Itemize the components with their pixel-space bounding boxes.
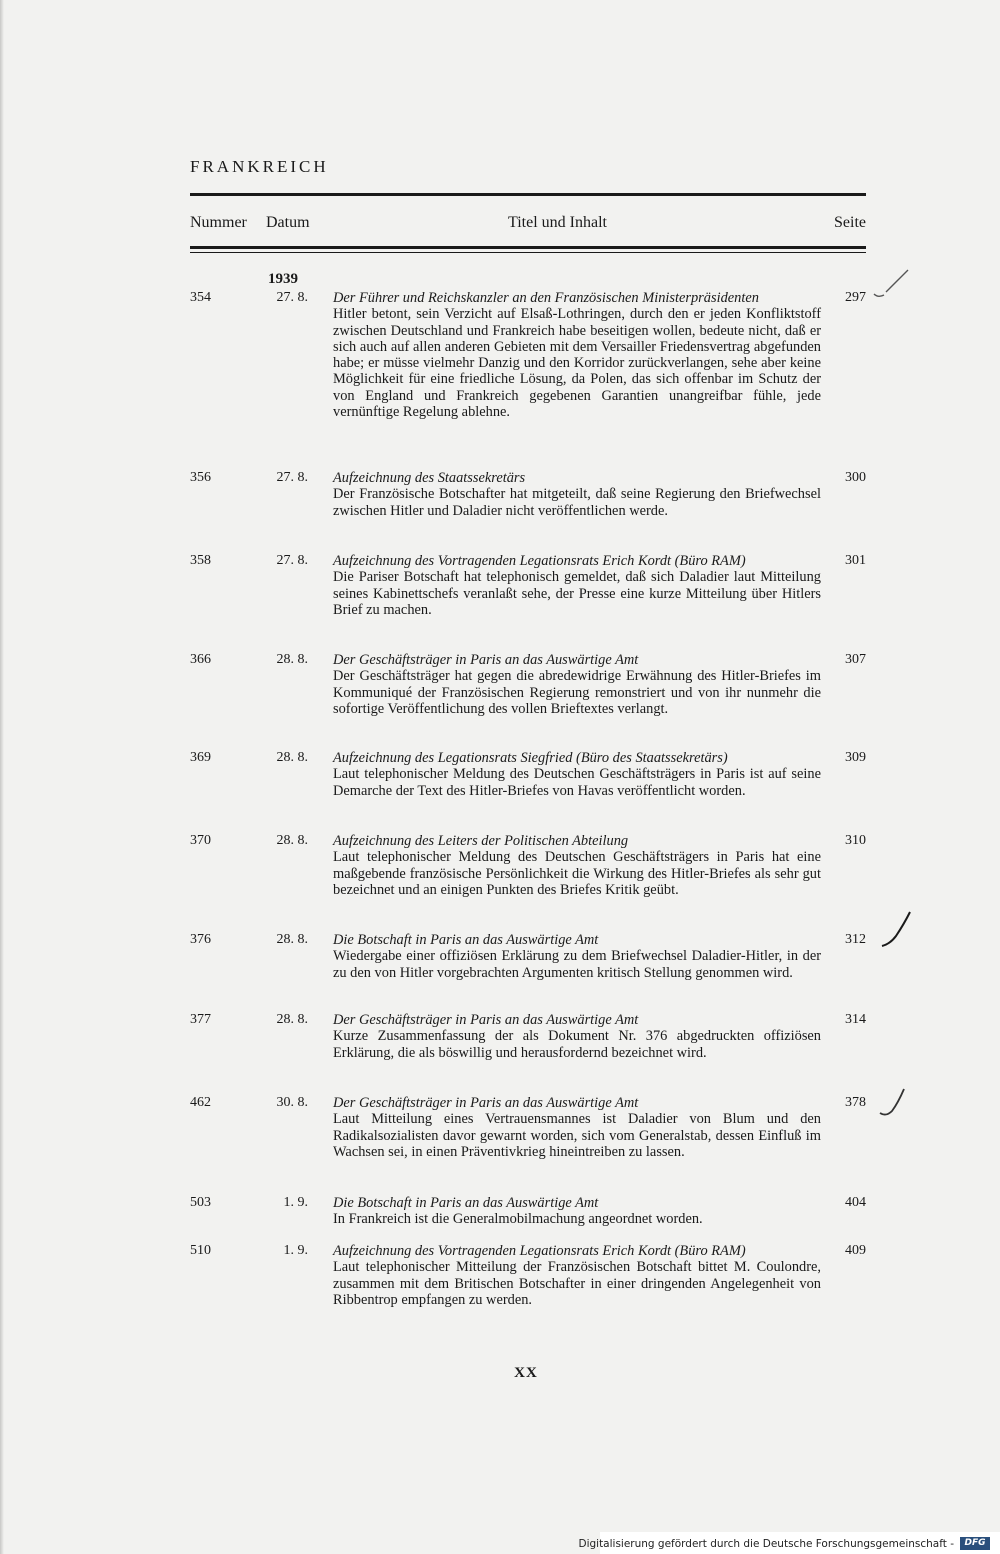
entry-content: Wiedergabe einer offiziösen Erklärung zu dem Briefwechsel Daladier-Hitler, in der zu den von Hitler vorgebrachten Argumenten kritisch Stellung genommen wird. [333, 948, 821, 981]
section-title: FRANKREICH [190, 157, 329, 176]
entry-number: 503 [190, 1195, 211, 1210]
entry-content: Die Pariser Botschaft hat telephonisch gemeldet, daß sich Daladier laut Mitteilung seines Kabinettschefs veranlaßt sehe, der Presse eine kurze Mitteilung über Hitlers Brief zu machen. [333, 569, 821, 618]
header-rule [190, 246, 866, 249]
entry-date: 1. 9. [283, 1195, 308, 1210]
dfg-logo: DFG [960, 1537, 990, 1550]
pencil-check-mark-icon [880, 910, 916, 950]
entry-body [333, 750, 821, 799]
column-titel: Titel und Inhalt [508, 214, 607, 231]
entry-number: 370 [190, 833, 211, 848]
entry-body [333, 1012, 821, 1061]
entry-date: 1. 9. [283, 1243, 308, 1258]
entry-title: Aufzeichnung des Staatssekretärs [333, 470, 526, 486]
entry-title: Aufzeichnung des Leiters der Politischen Abteilung [333, 833, 629, 849]
entry-page: 301 [845, 553, 866, 568]
entry-content: Der Geschäftsträger hat gegen die abredewidrige Erwähnung des Hitler-Briefes im Kommuniqué der Französischen Regierung remonstriert und von ihr nunmehr die sofortige Veröffentlichung des vollen Brieftextes verlangt. [333, 668, 821, 717]
entry-date: 28. 8. [276, 932, 308, 947]
entry-number: 366 [190, 652, 211, 667]
entry-title: Der Führer und Reichskanzler an den Französischen Ministerpräsidenten [333, 290, 759, 306]
entry-title: Der Geschäftsträger in Paris an das Auswärtige Amt [333, 1095, 639, 1111]
entry-page: 297 [845, 290, 866, 305]
entry-date: 28. 8. [276, 833, 308, 848]
funding-credit: Digitalisierung gefördert durch die Deutsche Forschungsgemeinschaft - [578, 1538, 954, 1550]
entry-date: 27. 8. [276, 470, 308, 485]
entry-date: 27. 8. [276, 553, 308, 568]
page-edge [0, 0, 4, 1554]
entry-date: 28. 8. [276, 1012, 308, 1027]
pencil-check-mark-icon [872, 268, 912, 304]
entry-page: 378 [845, 1095, 866, 1110]
entry-page: 314 [845, 1012, 866, 1027]
entry-number: 354 [190, 290, 211, 305]
entry-title: Aufzeichnung des Legationsrats Siegfried (Büro des Staatssekretärs) [333, 750, 728, 766]
entry-body [333, 932, 821, 981]
entry-number: 369 [190, 750, 211, 765]
column-header [190, 214, 866, 238]
entry-title: Aufzeichnung des Vortragenden Legationsrats Erich Kordt (Büro RAM) [333, 1243, 746, 1259]
entry-title: Die Botschaft in Paris an das Auswärtige Amt [333, 1195, 599, 1211]
entry-number: 358 [190, 553, 211, 568]
entry-page: 309 [845, 750, 866, 765]
entry-title: Die Botschaft in Paris an das Auswärtige Amt [333, 932, 599, 948]
entry-date: 27. 8. [276, 290, 308, 305]
top-rule [190, 193, 866, 196]
entry-title: Aufzeichnung des Vortragenden Legationsrats Erich Kordt (Büro RAM) [333, 553, 746, 569]
page-number: XX [514, 1365, 538, 1381]
column-nummer: Nummer [190, 214, 247, 231]
entry-title: Der Geschäftsträger in Paris an das Auswärtige Amt [333, 652, 639, 668]
column-seite: Seite [834, 214, 866, 231]
entry-number: 462 [190, 1095, 211, 1110]
entry-body [333, 833, 821, 898]
entry-number: 510 [190, 1243, 211, 1258]
entry-body [333, 1195, 821, 1228]
entry-content: In Frankreich ist die Generalmobilmachung angeordnet worden. [333, 1211, 703, 1228]
entry-page: 300 [845, 470, 866, 485]
entry-body [333, 553, 821, 618]
entry-body [333, 652, 821, 717]
entry-body [333, 470, 821, 519]
entry-content: Kurze Zusammenfassung der als Dokument Nr. 376 abgedruckten offiziösen Erklärung, die als böswillig und herausfordernd bezeichnet wird. [333, 1028, 821, 1061]
entry-body [333, 290, 821, 420]
entry-content: Hitler betont, sein Verzicht auf Elsaß-Lothringen, durch den er jeden Konfliktstoff zwischen Deutschland und Frankreich habe beseitigen wollen, bedeute nicht, daß er sich auch auf allen anderen Gebieten mit dem Versailler Friedensvertrag abgefunden habe; er müsse vielmehr Danzig und den Korridor zurückverlangen, sehe aber keine Möglichkeit für eine friedliche Lösung, da Polen, das sich offenbar im Schutz der von England und Frankreich gegebenen Garantien unangreifbar fühle, jede vernünftige Regelung ablehne. [333, 306, 821, 421]
entry-body [333, 1243, 821, 1308]
entry-page: 307 [845, 652, 866, 667]
entry-title: Der Geschäftsträger in Paris an das Auswärtige Amt [333, 1012, 639, 1028]
pencil-check-mark-icon [878, 1085, 908, 1121]
entry-date: 28. 8. [276, 652, 308, 667]
entry-page: 310 [845, 833, 866, 848]
entry-content: Laut telephonischer Meldung des Deutschen Geschäftsträgers in Paris hat eine maßgebende französische Persönlichkeit die Wirkung des Hitler-Briefes als sehr gut bezeichnet und an einigen Punkten des Briefes Kritik geübt. [333, 849, 821, 898]
entry-number: 376 [190, 932, 211, 947]
entry-page: 409 [845, 1243, 866, 1258]
entry-number: 377 [190, 1012, 211, 1027]
header-rule-thin [190, 252, 866, 253]
entry-date: 28. 8. [276, 750, 308, 765]
entry-content: Laut telephonischer Mitteilung der Französischen Botschaft bittet M. Coulondre, zusammen mit dem Britischen Botschafter in einer dringenden Angelegenheit von Ribbentrop empfangen zu werden. [333, 1259, 821, 1308]
column-datum: Datum [266, 214, 310, 231]
entry-content: Laut telephonischer Meldung des Deutschen Geschäftsträgers in Paris ist auf seine Demarche der Text des Hitler-Briefes von Havas veröffentlicht worden. [333, 766, 821, 799]
entry-page: 404 [845, 1195, 866, 1210]
entry-content: Der Französische Botschafter hat mitgeteilt, daß seine Regierung den Briefwechsel zwischen Hitler und Daladier nicht veröffentlichen werde. [333, 486, 821, 519]
entry-body [333, 1095, 821, 1160]
entry-content: Laut Mitteilung eines Vertrauensmannes ist Daladier von Blum und den Radikalsozialisten davor gewarnt worden, sich vom Generalstab, dessen Einfluß im Wachsen sei, in einen Präventivkrieg hineintreiben zu lassen. [333, 1111, 821, 1160]
entry-date: 30. 8. [276, 1095, 308, 1110]
year-heading: 1939 [268, 271, 298, 287]
entry-number: 356 [190, 470, 211, 485]
entry-page: 312 [845, 932, 866, 947]
